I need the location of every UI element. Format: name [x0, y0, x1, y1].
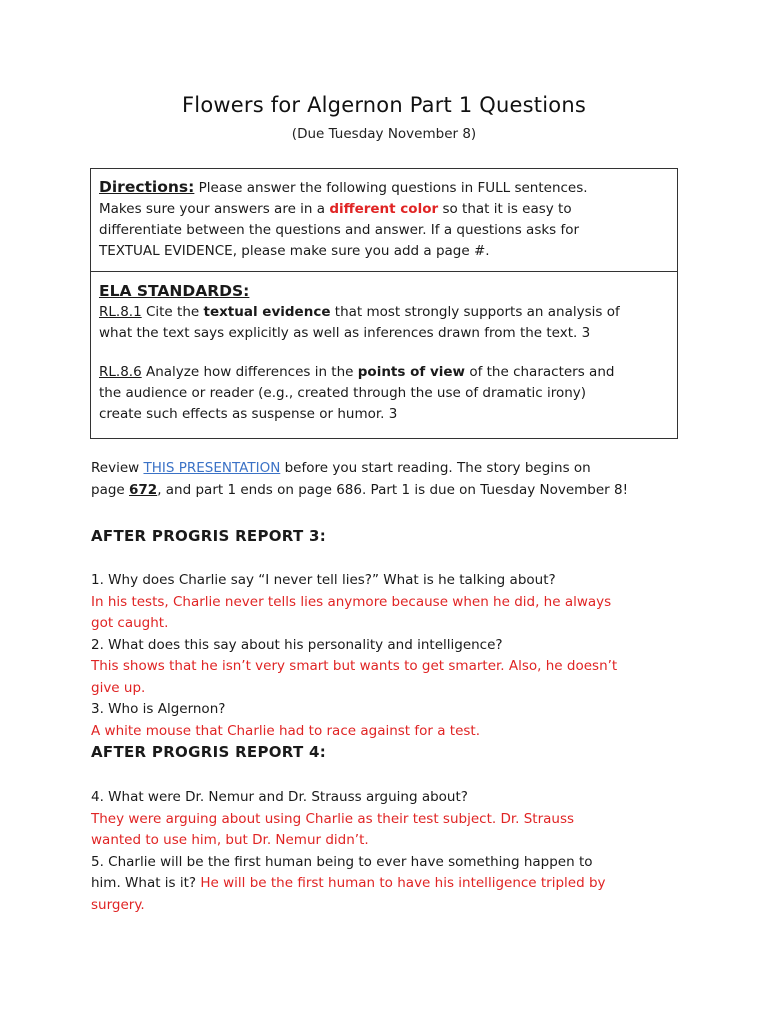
- section-1-questions: [91, 570, 691, 742]
- directions-line-2: Makes sure your answers are in a different color so that it is easy to: [99, 201, 572, 217]
- standard-rl81-line-2: what the text says explicitly as well as inferences drawn from the text. 3: [99, 325, 591, 341]
- standards-heading: ELA STANDARDS:: [99, 282, 250, 300]
- textual-evidence-emphasis: textual evidence: [203, 304, 331, 320]
- different-color-emphasis: different color: [329, 201, 439, 217]
- answer-3: A white mouse that Charlie had to race against for a test.: [91, 722, 481, 739]
- review-line-2: page 672, and part 1 ends on page 686. Part 1 is due on Tuesday November 8!: [91, 481, 629, 498]
- directions-line-3: differentiate between the questions and answer. If a questions asks for: [99, 222, 580, 238]
- directions-box: [90, 168, 678, 272]
- section-2-questions: [91, 787, 691, 916]
- standard-rl86-line-3: create such effects as suspense or humor. 3: [99, 406, 398, 422]
- section-heading-report-3: AFTER PROGRIS REPORT 3:: [91, 527, 327, 545]
- answer-4-line-2: wanted to use him, but Dr. Nemur didn’t.: [91, 832, 369, 848]
- points-of-view-emphasis: points of view: [357, 364, 466, 380]
- question-4: 4. What were Dr. Nemur and Dr. Strauss arguing about?: [91, 789, 468, 805]
- answer-1-line-1: In his tests, Charlie never tells lies anymore because when he did, he always: [91, 593, 612, 610]
- answer-1-line-2: got caught.: [91, 615, 169, 631]
- due-date: (Due Tuesday November 8): [291, 126, 477, 142]
- standard-rl81-code: RL.8.1: [99, 304, 142, 320]
- answer-5-line-2: surgery.: [91, 896, 145, 913]
- directions-line-4: TEXTUAL EVIDENCE, please make sure you add a page #.: [99, 243, 490, 259]
- answer-2-line-2: give up.: [91, 679, 146, 696]
- section-heading-report-4: AFTER PROGRIS REPORT 4:: [91, 743, 327, 761]
- question-5-line-1: 5. Charlie will be the first human being to ever have something happen to: [91, 853, 593, 870]
- standard-rl86-line-1: RL.8.6 Analyze how differences in the points of view of the characters and: [99, 364, 615, 380]
- answer-2-line-1: This shows that he isn’t very smart but wants to get smarter. Also, he doesn’t: [91, 658, 618, 674]
- review-line-1: Review THIS PRESENTATION before you start reading. The story begins on: [91, 460, 591, 476]
- directions-line-1: [99, 177, 669, 199]
- document-title: Flowers for Algernon Part 1 Questions: [182, 93, 586, 117]
- question-3: 3. Who is Algernon?: [91, 701, 226, 717]
- presentation-link[interactable]: THIS PRESENTATION: [143, 460, 281, 476]
- answer-4-line-1: They were arguing about using Charlie as their test subject. Dr. Strauss: [91, 810, 575, 827]
- review-paragraph: [91, 458, 691, 501]
- question-2: 2. What does this say about his personality and intelligence?: [91, 636, 503, 653]
- start-page-number: 672: [129, 481, 158, 498]
- question-1: 1. Why does Charlie say “I never tell lies?” What is he talking about?: [91, 572, 556, 588]
- answer-5-line-1: He will be the first human to have his intelligence tripled by: [200, 875, 606, 891]
- standard-rl86-code: RL.8.6: [99, 364, 142, 380]
- directions-heading: Directions:: [99, 178, 195, 196]
- standard-rl81-line-1: RL.8.1 Cite the textual evidence that most strongly supports an analysis of: [99, 304, 620, 320]
- standard-rl86-line-2: the audience or reader (e.g., created through the use of dramatic irony): [99, 385, 587, 401]
- question-5-line-2: him. What is it? He will be the first human to have his intelligence tripled by: [91, 875, 606, 891]
- directions-text-1: Please answer the following questions in FULL sentences.: [194, 180, 588, 196]
- standards-box: [90, 271, 678, 439]
